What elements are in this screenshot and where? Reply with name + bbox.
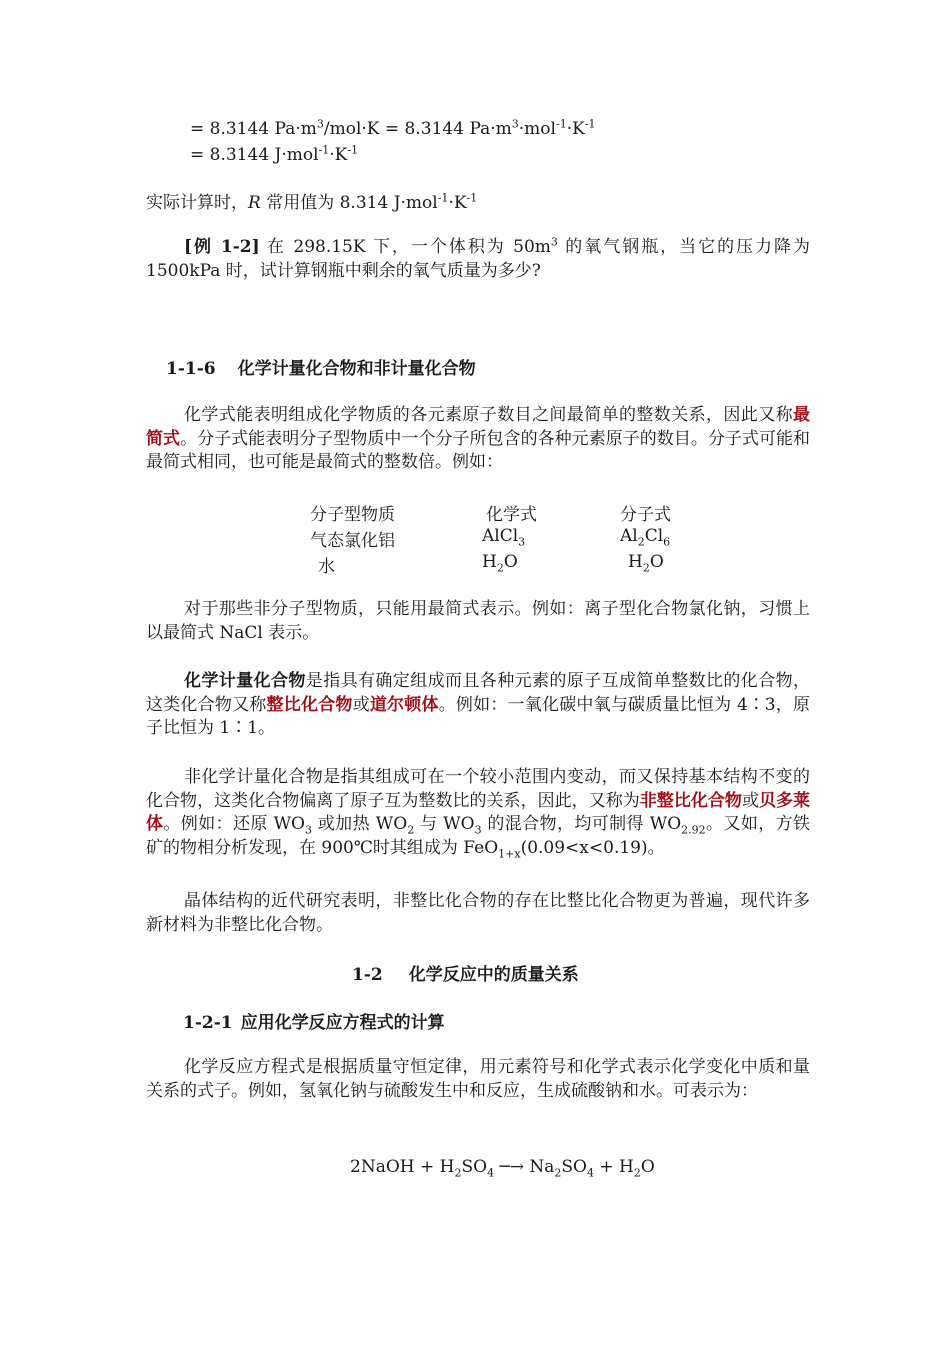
subscript: 2 — [637, 535, 645, 549]
paragraph-crystal-structure: 晶体结构的近代研究表明，非整比化合物的存在比整比化合物更为普遍，现代许多新材料为非整比化合物。 — [146, 891, 810, 935]
text: Na — [529, 1157, 555, 1177]
term-non-integer-ratio-compound: 非整比化合物 — [639, 790, 742, 811]
text: 2NaOH + H — [350, 1157, 455, 1177]
subscript: 2 — [496, 561, 504, 575]
section-number: 1-1-6 — [166, 359, 216, 379]
text: 或加热 WO — [311, 814, 408, 834]
subscript: 3 — [518, 535, 526, 549]
text: 的氧气钢瓶，当它的压力降为 1500kPa 时，试计算钢瓶中剩余的氧气质量为多少? — [146, 237, 811, 281]
text: AlCl — [482, 526, 519, 546]
text: 常用值为 8.314 J·mol — [260, 193, 438, 213]
section-heading-1-2-1 — [183, 1012, 445, 1034]
subscript: 4 — [586, 1166, 594, 1180]
text: ·K — [329, 145, 348, 165]
section-number: 1-2 — [352, 965, 383, 985]
subscript: 2 — [454, 1166, 462, 1180]
superscript: 3 — [511, 117, 519, 131]
section-heading-1-2 — [352, 964, 579, 986]
gas-constant-line-2 — [190, 144, 358, 166]
text: Al — [620, 526, 638, 546]
subscript: 2 — [407, 823, 415, 837]
subscript: 3 — [474, 823, 482, 837]
text: 在 298.15K 下，一个体积为 50m — [259, 237, 551, 257]
superscript: -1 — [584, 117, 596, 131]
term-stoichiometric-compound: 化学计量化合物 — [184, 671, 306, 691]
subscript: 4 — [487, 1166, 495, 1180]
subscript: 3 — [304, 823, 312, 837]
text: 。例如：一氧化碳中氧与碳质量比恒为 4∶3，原子比恒为 1∶1。 — [146, 694, 811, 738]
text: 或 — [741, 790, 759, 811]
paragraph-non-stoichiometric — [146, 766, 810, 860]
substance-name: 水 — [318, 557, 335, 577]
subscript: 2 — [554, 1166, 562, 1180]
superscript: -1 — [437, 191, 449, 205]
text: SO — [561, 1157, 587, 1177]
text: H — [482, 552, 497, 572]
example-1-2 — [146, 236, 810, 283]
paragraph-chemical-formula — [146, 404, 810, 475]
superscript: -1 — [466, 191, 478, 205]
section-title: 化学反应中的质量关系 — [408, 965, 579, 985]
term-integer-ratio-compound: 整比化合物 — [266, 694, 353, 715]
text: ·K — [448, 193, 467, 213]
text: 的混合物，均可制得 WO — [481, 814, 682, 834]
text: = 8.3144 Pa·m — [190, 119, 317, 139]
text: = 8.3144 J·mol — [190, 145, 319, 165]
text: 是指具有确定组成而且各种元素的原子互成简单整数比的化合物，这类化合物又称 — [146, 671, 811, 715]
chemical-formula — [482, 526, 602, 549]
section-number: 1-2-1 — [183, 1013, 233, 1033]
molecular-formula — [628, 552, 748, 575]
subscript: 2.92 — [681, 823, 706, 837]
example-label: [例 1-2] — [184, 237, 260, 257]
gas-constant-line-1 — [190, 118, 596, 140]
text: 与 WO — [414, 814, 475, 834]
subscript: 2 — [633, 1166, 641, 1180]
superscript: 3 — [316, 117, 324, 131]
text: ·K — [566, 119, 585, 139]
text: Cl — [644, 526, 664, 546]
text: O — [640, 1157, 655, 1177]
header-formula: 化学式 — [486, 505, 537, 525]
term-berthollide: 贝多莱体 — [146, 790, 811, 834]
paragraph-non-molecular: 对于那些非分子型物质，只能用最简式表示。例如：离子型化合物氯化钠，习惯上以最简式 NaCl 表示。 — [146, 599, 810, 643]
paragraph-reaction-equation: 化学反应方程式是根据质量守恒定律，用元素符号和化学式表示化学变化中质和量关系的式子。例如，氢氧化钠与硫酸发生中和反应，生成硫酸钠和水。可表示为： — [146, 1057, 810, 1101]
subscript: 2 — [642, 561, 650, 575]
subscript: 6 — [663, 535, 671, 549]
text: 。分子式能表明分子型物质中一个分子所包含的各种元素原子的数目。分子式可能和最简式相同，也可能是最简式的整数倍。例如： — [146, 428, 811, 472]
reaction-arrow: ─→ — [494, 1157, 530, 1177]
text: 化学式能表明组成化学物质的各元素原子数目之间最简单的整数关系，因此又称 — [184, 405, 793, 425]
text: SO — [461, 1157, 488, 1177]
molecular-formula — [620, 526, 740, 549]
superscript: 3 — [550, 235, 558, 249]
r-value-line — [146, 192, 477, 214]
section-title: 化学计量化合物和非计量化合物 — [237, 359, 476, 379]
neutralization-equation — [350, 1156, 655, 1178]
text: + H — [593, 1157, 634, 1177]
text: 非化学计量化合物是指其组成可在一个较小范围内变动，而又保持基本结构不变的化合物，这类化合物偏离了原子互为整数比的关系，因此，又称为 — [146, 767, 810, 811]
chemical-formula — [482, 552, 602, 575]
variable-r: R — [248, 193, 261, 213]
subscript: 1+x — [498, 846, 521, 860]
text: H — [628, 552, 643, 572]
text: 或 — [352, 694, 370, 715]
term-daltonide: 道尔顿体 — [369, 694, 439, 715]
text: 。又如，方铁矿的物相分析发现，在 900℃时其组成为 FeO — [146, 814, 811, 858]
text: /mol·K = 8.3144 Pa·m — [323, 119, 512, 139]
superscript: -1 — [555, 117, 567, 131]
superscript: -1 — [318, 143, 330, 157]
text: (0.09<x<0.19)。 — [520, 837, 665, 858]
text: 实际计算时， — [146, 193, 248, 213]
header-molecular-formula: 分子式 — [620, 505, 671, 525]
term-simplest-formula: 最简式 — [146, 405, 810, 449]
header-substance: 分子型物质 — [310, 505, 395, 525]
substance-name: 气态氯化铝 — [310, 531, 395, 551]
text: O — [503, 552, 518, 572]
section-title: 应用化学反应方程式的计算 — [240, 1013, 445, 1033]
paragraph-stoichiometric — [146, 670, 810, 741]
text: ·mol — [518, 119, 556, 139]
text: 。例如：还原 WO — [163, 814, 305, 834]
text: O — [649, 552, 664, 572]
section-heading-1-1-6 — [166, 358, 476, 380]
superscript: -1 — [347, 143, 359, 157]
